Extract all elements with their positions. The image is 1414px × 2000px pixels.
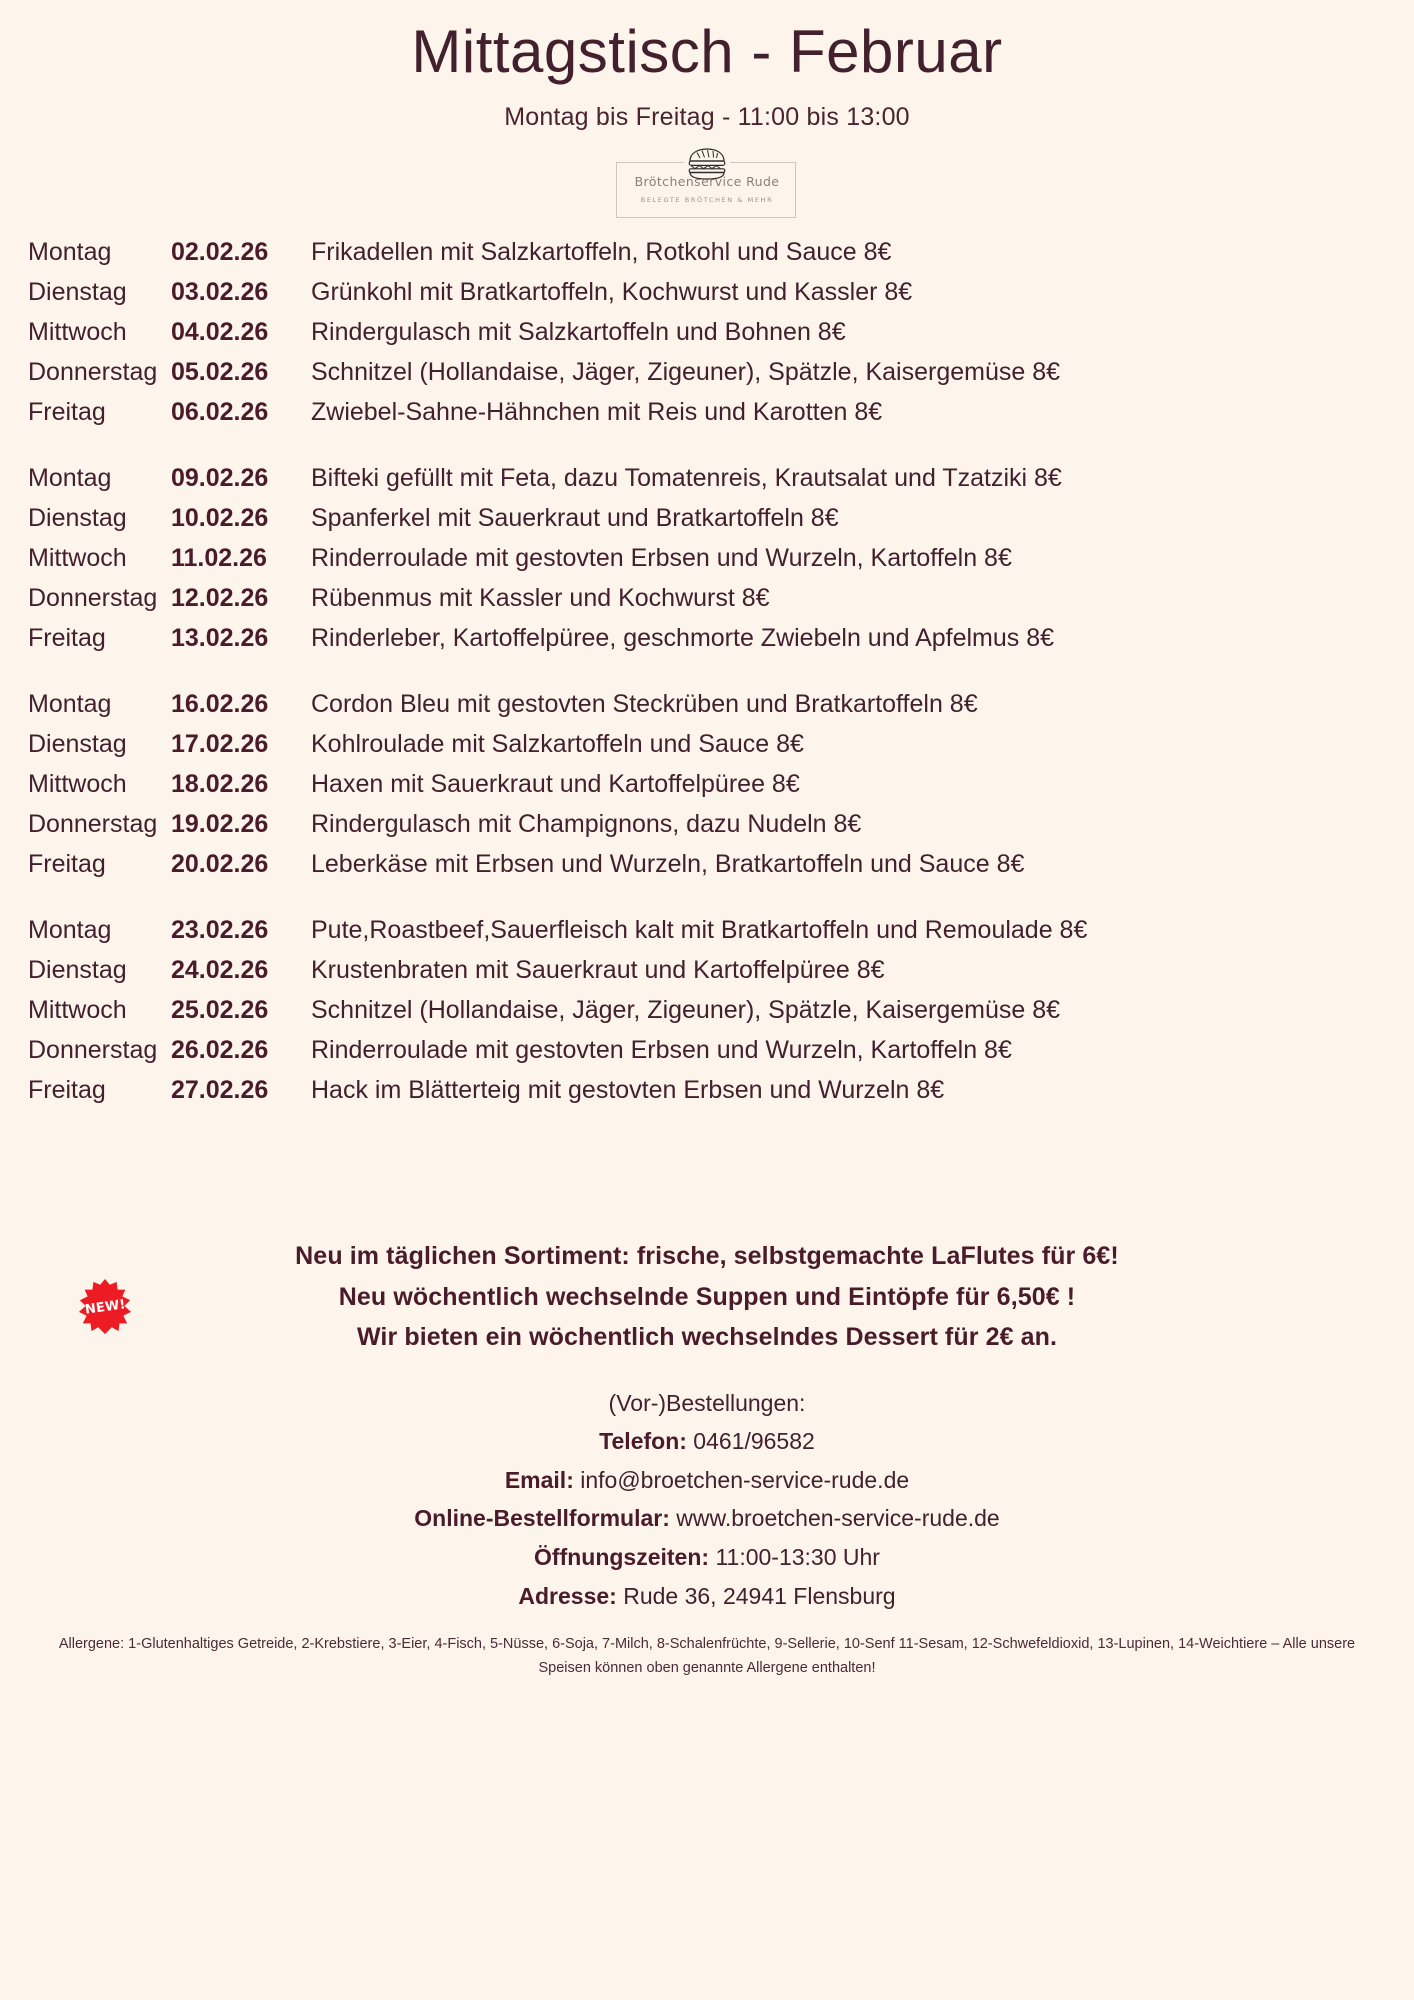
menu-row-dish: Spanferkel mit Sauerkraut und Bratkartoffeln 8€ bbox=[311, 504, 839, 532]
order-form-value[interactable]: www.broetchen-service-rude.de bbox=[676, 1505, 1000, 1532]
menu-row-dish: Rübenmus mit Kassler und Kochwurst 8€ bbox=[311, 584, 770, 612]
menu-row-date: 13.02.26 bbox=[171, 624, 269, 652]
menu-row-day: Mittwoch bbox=[28, 318, 127, 346]
menu-row-date: 02.02.26 bbox=[171, 238, 269, 266]
opening-hours-subtitle: Montag bis Freitag - 11:00 bis 13:00 bbox=[504, 103, 910, 131]
menu-row-day: Freitag bbox=[28, 398, 106, 426]
hours-line bbox=[0, 1538, 1414, 1577]
menu-row-day: Donnerstag bbox=[28, 1036, 158, 1064]
menu-row bbox=[28, 730, 1396, 770]
menu-row bbox=[28, 810, 1396, 850]
new-badge-label: NEW! bbox=[83, 1296, 127, 1318]
promo-line: Neu wöchentlich wechselnde Suppen und Eintöpfe für 6,50€ ! bbox=[338, 1282, 1076, 1311]
order-form-line bbox=[0, 1499, 1414, 1538]
order-form-label: Online-Bestellformular: bbox=[414, 1505, 670, 1532]
menu-row-date: 19.02.26 bbox=[171, 810, 269, 838]
logo-name: Brötchenservice Rude bbox=[634, 174, 780, 189]
phone-label: Telefon: bbox=[599, 1428, 687, 1455]
menu-row bbox=[28, 624, 1396, 664]
menu-row-dish: Hack im Blätterteig mit gestovten Erbsen und Wurzeln 8€ bbox=[311, 1076, 945, 1104]
menu-row-dish: Rinderroulade mit gestovten Erbsen und Wurzeln, Kartoffeln 8€ bbox=[311, 544, 1012, 572]
allergen-note: Allergene: 1-Glutenhaltiges Getreide, 2-Krebstiere, 3-Eier, 4-Fisch, 5-Nüsse, 6-Soja, 7-Milch, 8-Schalenfrüchte, 9-Sellerie, 10-Senf 11-Sesam, 12-Schwefeldioxid, 13-Lupinen, 14-Weichtiere – Alle unsere Speisen können oben genannte Allergene enthalten! bbox=[58, 1636, 1356, 1677]
email-line bbox=[0, 1461, 1414, 1500]
menu-row-day: Montag bbox=[28, 238, 112, 266]
menu-row bbox=[28, 358, 1396, 398]
menu-row-dish: Haxen mit Sauerkraut und Kartoffelpüree 8€ bbox=[311, 770, 800, 798]
menu-row bbox=[28, 1076, 1396, 1116]
menu-row-date: 09.02.26 bbox=[171, 464, 269, 492]
menu-row-dish: Grünkohl mit Bratkartoffeln, Kochwurst und Kassler 8€ bbox=[311, 278, 913, 306]
menu-row bbox=[28, 850, 1396, 890]
menu-row-day: Montag bbox=[28, 916, 112, 944]
menu-row-dish: Kohlroulade mit Salzkartoffeln und Sauce 8€ bbox=[311, 730, 804, 758]
menu-row-dish: Schnitzel (Hollandaise, Jäger, Zigeuner), Spätzle, Kaisergemüse 8€ bbox=[311, 358, 1061, 386]
phone-line bbox=[0, 1422, 1414, 1461]
logo-tagline: BELEGTE BRÖTCHEN & MEHR bbox=[640, 196, 774, 204]
hours-value: 11:00-13:30 Uhr bbox=[715, 1544, 880, 1570]
menu-row-date: 10.02.26 bbox=[171, 504, 269, 532]
menu-row-date: 25.02.26 bbox=[171, 996, 269, 1024]
email-value[interactable]: info@broetchen-service-rude.de bbox=[580, 1466, 910, 1493]
menu-row-dish: Frikadellen mit Salzkartoffeln, Rotkohl und Sauce 8€ bbox=[311, 238, 892, 266]
menu-row bbox=[28, 916, 1396, 956]
menu-row bbox=[28, 584, 1396, 624]
page-title: Mittagstisch - Februar bbox=[411, 18, 1003, 85]
promo-section bbox=[0, 1236, 1414, 1358]
menu-row-day: Donnerstag bbox=[28, 810, 158, 838]
menu-row-day: Donnerstag bbox=[28, 358, 158, 386]
menu-row-dish: Schnitzel (Hollandaise, Jäger, Zigeuner), Spätzle, Kaisergemüse 8€ bbox=[311, 996, 1061, 1024]
menu-row-date: 26.02.26 bbox=[171, 1036, 269, 1064]
menu-row-date: 05.02.26 bbox=[171, 358, 269, 386]
menu-row-dish: Leberkäse mit Erbsen und Wurzeln, Bratkartoffeln und Sauce 8€ bbox=[311, 850, 1025, 878]
menu-row-day: Freitag bbox=[28, 850, 106, 878]
menu-row-date: 11.02.26 bbox=[171, 544, 267, 572]
address-value: Rude 36, 24941 Flensburg bbox=[623, 1582, 896, 1609]
menu-row-date: 23.02.26 bbox=[171, 916, 269, 944]
menu-row bbox=[28, 1036, 1396, 1076]
email-label: Email: bbox=[504, 1466, 574, 1493]
orders-heading: (Vor-)Bestellungen: bbox=[608, 1389, 806, 1416]
menu-row-date: 18.02.26 bbox=[171, 770, 269, 798]
menu-row-day: Mittwoch bbox=[28, 544, 127, 572]
menu-row-dish: Cordon Bleu mit gestovten Steckrüben und Bratkartoffeln 8€ bbox=[311, 690, 978, 718]
menu-row-date: 17.02.26 bbox=[171, 730, 269, 758]
menu-row bbox=[28, 278, 1396, 318]
menu-row bbox=[28, 238, 1396, 278]
menu-list bbox=[0, 238, 1414, 1116]
menu-row bbox=[28, 996, 1396, 1036]
menu-row-dish: Zwiebel-Sahne-Hähnchen mit Reis und Karotten 8€ bbox=[311, 398, 883, 426]
menu-row-date: 16.02.26 bbox=[171, 690, 269, 718]
menu-row-date: 12.02.26 bbox=[171, 584, 269, 612]
menu-row-date: 06.02.26 bbox=[171, 398, 269, 426]
menu-row bbox=[28, 504, 1396, 544]
phone-value[interactable]: 0461/96582 bbox=[693, 1428, 815, 1455]
menu-row-day: Freitag bbox=[28, 1076, 106, 1104]
menu-week bbox=[28, 238, 1396, 438]
menu-row-day: Dienstag bbox=[28, 730, 127, 758]
menu-row bbox=[28, 956, 1396, 996]
menu-week bbox=[28, 464, 1396, 664]
menu-row-day: Montag bbox=[28, 464, 112, 492]
menu-row-dish: Rindergulasch mit Champignons, dazu Nudeln 8€ bbox=[311, 810, 862, 838]
menu-row-day: Dienstag bbox=[28, 504, 127, 532]
menu-row-date: 04.02.26 bbox=[171, 318, 269, 346]
menu-row-dish: Rinderleber, Kartoffelpüree, geschmorte Zwiebeln und Apfelmus 8€ bbox=[311, 624, 1055, 652]
page-header bbox=[0, 0, 1414, 220]
contact-section bbox=[0, 1384, 1414, 1616]
menu-row-day: Mittwoch bbox=[28, 996, 127, 1024]
hours-label: Öffnungszeiten: bbox=[534, 1544, 710, 1570]
address-line bbox=[0, 1577, 1414, 1616]
menu-row bbox=[28, 770, 1396, 810]
menu-row bbox=[28, 544, 1396, 584]
menu-row-date: 24.02.26 bbox=[171, 956, 269, 984]
menu-row-day: Freitag bbox=[28, 624, 106, 652]
menu-row bbox=[28, 464, 1396, 504]
brand-logo bbox=[616, 144, 798, 220]
menu-row-dish: Krustenbraten mit Sauerkraut und Kartoffelpüree 8€ bbox=[311, 956, 885, 984]
menu-row-dish: Rinderroulade mit gestovten Erbsen und Wurzeln, Kartoffeln 8€ bbox=[311, 1036, 1012, 1064]
menu-row-date: 03.02.26 bbox=[171, 278, 269, 306]
new-badge bbox=[76, 1278, 134, 1336]
promo-line: Wir bieten ein wöchentlich wechselndes Dessert für 2€ an. bbox=[356, 1323, 1058, 1351]
menu-row-day: Mittwoch bbox=[28, 770, 127, 798]
menu-row bbox=[28, 690, 1396, 730]
menu-row-day: Montag bbox=[28, 690, 112, 718]
menu-row-date: 20.02.26 bbox=[171, 850, 269, 878]
address-label: Adresse: bbox=[518, 1582, 617, 1609]
menu-row-date: 27.02.26 bbox=[171, 1076, 269, 1104]
menu-row-dish: Pute,Roastbeef,Sauerfleisch kalt mit Bratkartoffeln und Remoulade 8€ bbox=[311, 916, 1088, 944]
promo-line: Neu im täglichen Sortiment: frische, selbstgemachte LaFlutes für 6€! bbox=[295, 1242, 1119, 1270]
menu-row-day: Dienstag bbox=[28, 956, 127, 984]
menu-row-day: Donnerstag bbox=[28, 584, 158, 612]
menu-row bbox=[28, 398, 1396, 438]
menu-week bbox=[28, 690, 1396, 890]
menu-row-dish: Bifteki gefüllt mit Feta, dazu Tomatenreis, Krautsalat und Tzatziki 8€ bbox=[311, 464, 1062, 492]
menu-row bbox=[28, 318, 1396, 358]
menu-row-day: Dienstag bbox=[28, 278, 127, 306]
menu-week bbox=[28, 916, 1396, 1116]
menu-row-dish: Rindergulasch mit Salzkartoffeln und Bohnen 8€ bbox=[311, 318, 846, 346]
